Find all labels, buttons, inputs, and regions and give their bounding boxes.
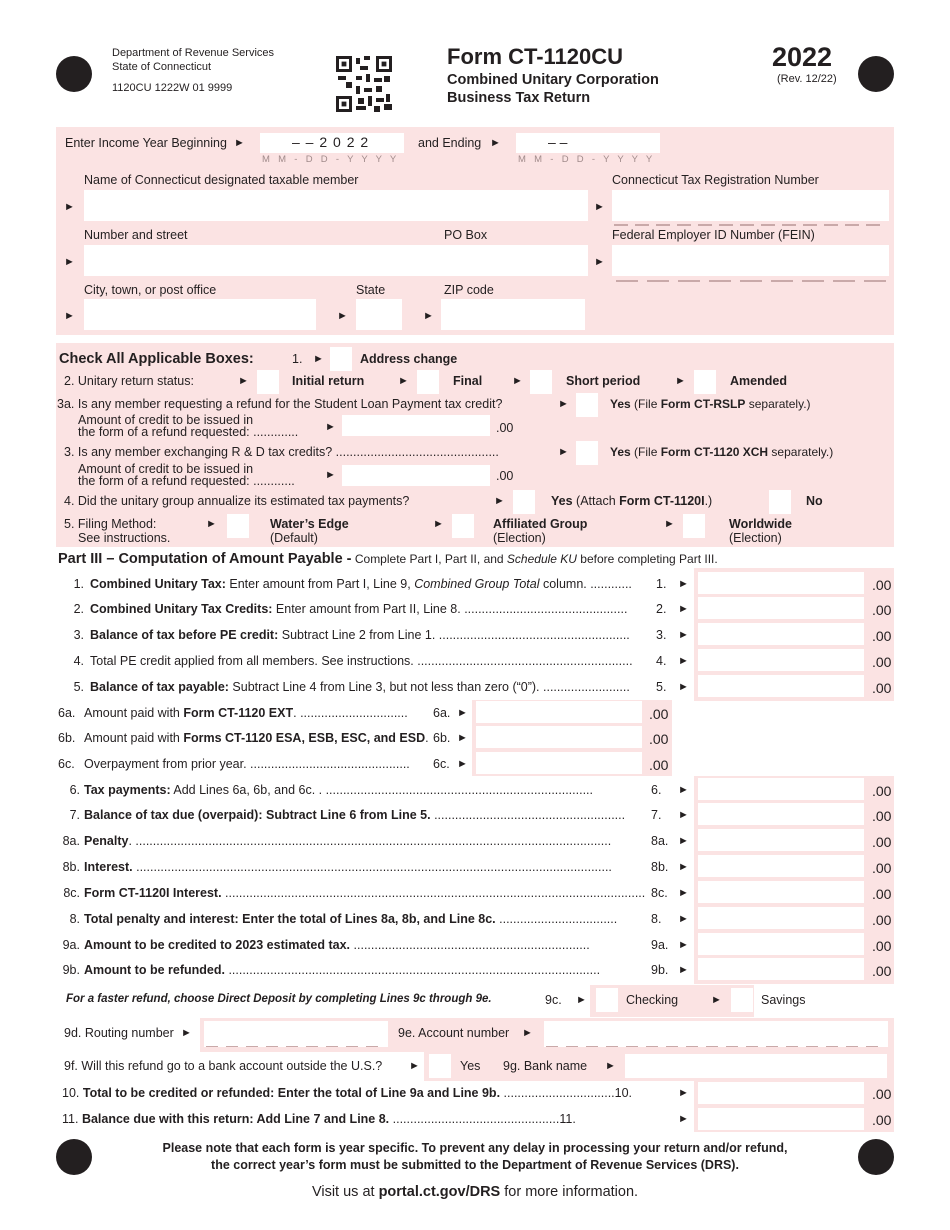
line-ref: 4. xyxy=(656,654,667,668)
income-year-label: Enter Income Year Beginning xyxy=(65,136,227,150)
arrow-right-icon: ► xyxy=(457,758,468,770)
line3a-question: 3a. Is any member requesting a refund for the Student Loan Payment tax credit? xyxy=(57,397,503,411)
arrow-right-icon: ► xyxy=(522,1027,533,1039)
arrow-right-icon: ► xyxy=(313,353,324,365)
begin-date-hint: M M - D D - Y Y Y Y xyxy=(262,154,399,165)
savings-checkbox[interactable] xyxy=(731,988,753,1012)
amount-cents: .00 xyxy=(649,757,669,773)
xch-amount-label-1: Amount of credit to be issued in xyxy=(78,462,254,476)
amount-cents: .00 xyxy=(649,706,669,722)
arrow-right-icon: ► xyxy=(181,1027,192,1039)
line-num: 1. xyxy=(73,577,84,591)
line-desc: Enter amount from Part I, Line 9, xyxy=(225,577,415,591)
affiliated-group-checkbox[interactable] xyxy=(452,514,474,538)
line-desc: ......................................................................................................................... xyxy=(221,886,646,900)
line3-question: 3. Is any member exchanging R & D tax credits? ............................................... xyxy=(64,445,499,459)
line-ref: 2. xyxy=(656,602,667,616)
line-num: 6a. xyxy=(58,706,76,720)
line-text xyxy=(62,602,670,616)
line-text xyxy=(62,628,670,642)
line11-cents: .00 xyxy=(872,1112,892,1128)
annualize-yes-label: Yes (Attach Form CT-1120I.) xyxy=(551,494,713,508)
line-bold: Form CT-1120I Interest. xyxy=(84,886,222,900)
amount-input[interactable] xyxy=(698,572,864,594)
line-desc: . ......................................................................................................................................... xyxy=(128,834,612,848)
amount-cents: .00 xyxy=(872,938,892,954)
line-desc: ....................................................... xyxy=(430,808,626,822)
line-ref: 5. xyxy=(656,680,667,694)
line9c-num: 9c. xyxy=(545,993,562,1007)
line-bold: Interest. xyxy=(84,860,133,874)
pobox-label: PO Box xyxy=(444,228,488,242)
arrow-right-icon: ► xyxy=(238,375,249,387)
amount-cents: .00 xyxy=(872,628,892,644)
amount-cents: .00 xyxy=(872,912,892,928)
arrow-right-icon: ► xyxy=(678,655,689,667)
amount-input[interactable] xyxy=(698,623,864,645)
bank-name-label: 9g. Bank name xyxy=(503,1059,588,1073)
arrow-right-icon: ► xyxy=(605,1060,616,1072)
line-num: 9b. xyxy=(62,963,80,977)
arrow-right-icon: ► xyxy=(423,310,434,322)
arrow-right-icon: ► xyxy=(64,310,75,322)
amount-cents: .00 xyxy=(872,860,892,876)
line-ref: 8a. xyxy=(651,834,669,848)
line-ref: 1. xyxy=(656,577,667,591)
tax-reg-input[interactable] xyxy=(612,190,889,221)
street-input[interactable] xyxy=(84,245,588,276)
line-text xyxy=(58,757,448,771)
arrow-right-icon: ► xyxy=(678,1113,689,1125)
arrow-right-icon: ► xyxy=(678,1087,689,1099)
annualize-no-label: No xyxy=(806,494,823,508)
initial-return-checkbox[interactable] xyxy=(257,370,279,394)
amount-cents: .00 xyxy=(872,808,892,824)
rslp-amount-label-1: Amount of credit to be issued in xyxy=(78,413,254,427)
xch-yes-checkbox[interactable] xyxy=(576,441,598,465)
worldwide-label: Worldwide xyxy=(729,517,792,531)
line-text xyxy=(56,783,650,797)
arrow-right-icon: ► xyxy=(678,681,689,693)
arrow-right-icon: ► xyxy=(457,732,468,744)
footer-note-1: Please note that each form is year specific. To prevent any delay in processing your return and/or refund, xyxy=(162,1141,788,1155)
affiliated-group-label: Affiliated Group xyxy=(493,517,588,531)
arrow-right-icon: ► xyxy=(678,887,689,899)
checking-checkbox[interactable] xyxy=(596,988,618,1012)
line-desc: ........................................................................................................... xyxy=(224,963,601,977)
amount-cents: .00 xyxy=(872,680,892,696)
line-bold: Tax payments: xyxy=(84,783,171,797)
arrow-right-icon: ► xyxy=(558,446,569,458)
arrow-right-icon: ► xyxy=(678,629,689,641)
arrow-right-icon: ► xyxy=(678,809,689,821)
line-bold: Combined Unitary Tax Credits: xyxy=(90,602,273,616)
short-period-checkbox[interactable] xyxy=(530,370,552,394)
amount-input[interactable] xyxy=(698,881,864,903)
end-date-value: – – xyxy=(548,134,568,150)
line-desc: Add Lines 6a, 6b, and 6c. . ............................................................................. xyxy=(170,783,593,797)
tax-reg-label: Connecticut Tax Registration Number xyxy=(612,173,819,187)
line-text xyxy=(56,912,650,926)
line-desc: ......................................................................................................................................... xyxy=(132,860,612,874)
waters-edge-checkbox[interactable] xyxy=(227,514,249,538)
line-post: . xyxy=(425,731,429,745)
amount-input[interactable] xyxy=(698,803,864,825)
line-bold: Forms CT-1120 ESA, ESB, ESC, and ESD xyxy=(183,731,426,745)
qr-code-icon xyxy=(336,56,392,112)
arrow-right-icon: ► xyxy=(64,256,75,268)
line-desc: Total PE credit applied from all members. See instructions. .............................................................. xyxy=(90,654,633,668)
account-label: 9e. Account number xyxy=(398,1026,510,1040)
arrow-right-icon: ► xyxy=(494,495,505,507)
short-period-label: Short period xyxy=(566,374,641,388)
line-num: 9a. xyxy=(62,938,80,952)
form-subtitle-2: Business Tax Return xyxy=(447,90,591,106)
line-text xyxy=(62,680,670,694)
line-bold: Amount to be credited to 2023 estimated tax. xyxy=(84,938,351,952)
amount-input[interactable] xyxy=(698,829,864,851)
line-num: 6c. xyxy=(58,757,75,771)
arrow-right-icon: ► xyxy=(325,469,336,481)
zip-label: ZIP code xyxy=(444,283,494,297)
outside-us-yes-label: Yes xyxy=(460,1059,481,1073)
amount-input[interactable] xyxy=(698,933,864,955)
line-text xyxy=(58,706,451,720)
arrow-right-icon: ► xyxy=(678,835,689,847)
line-num: 7. xyxy=(69,808,80,822)
end-date-input[interactable] xyxy=(516,133,660,153)
line-text xyxy=(62,654,670,668)
address-change-checkbox[interactable] xyxy=(330,347,352,371)
line-text xyxy=(56,886,650,900)
arrow-right-icon: ► xyxy=(678,578,689,590)
line-num: 3. xyxy=(73,628,84,642)
tax-reg-digit-guides xyxy=(614,224,886,226)
arrow-right-icon: ► xyxy=(594,201,605,213)
street-label: Number and street xyxy=(84,228,188,242)
amount-input[interactable] xyxy=(698,649,864,671)
arrow-right-icon: ► xyxy=(512,375,523,387)
line-bold: Combined Unitary Tax: xyxy=(90,577,226,591)
address-change-label: Address change xyxy=(360,352,458,366)
arrow-right-icon: ► xyxy=(234,137,245,149)
unitary-status-label: 2. Unitary return status: xyxy=(64,374,194,388)
xch-yes-label: Yes (File Form CT-1120 XCH separately.) xyxy=(610,445,834,459)
line-bold: Amount to be refunded. xyxy=(84,963,225,977)
affiliated-election: (Election) xyxy=(493,531,546,545)
arrow-right-icon: ► xyxy=(64,201,75,213)
amount-input[interactable] xyxy=(698,907,864,929)
line-ref: 9a. xyxy=(651,938,669,952)
amount-input[interactable] xyxy=(698,855,864,877)
line-ref: 8b. xyxy=(651,860,669,874)
amount-input[interactable] xyxy=(476,701,642,723)
line-num: 5. xyxy=(73,680,84,694)
amount-cents: .00 xyxy=(649,731,669,747)
direct-deposit-note: For a faster refund, choose Direct Deposit by completing Lines 9c through 9e. xyxy=(66,993,492,1005)
routing-label: 9d. Routing number xyxy=(64,1026,174,1040)
filing-method-see: See instructions. xyxy=(78,531,171,545)
footer-note-2: the correct year’s form must be submitted to the Department of Revenue Services (DRS). xyxy=(211,1158,739,1172)
line-ref: 8c. xyxy=(651,886,668,900)
begin-date-value: – – 2 0 2 2 xyxy=(292,134,370,150)
line-ref: 9b. xyxy=(651,963,669,977)
arrow-right-icon: ► xyxy=(576,994,587,1006)
fein-label: Federal Employer ID Number (FEIN) xyxy=(612,228,815,242)
worldwide-checkbox[interactable] xyxy=(683,514,705,538)
line-bold: Form CT-1120 EXT xyxy=(183,706,294,720)
waters-edge-label: Water’s Edge xyxy=(270,517,349,531)
zip-input[interactable] xyxy=(441,299,585,330)
annualize-no-checkbox[interactable] xyxy=(769,490,791,514)
arrow-right-icon: ► xyxy=(678,603,689,615)
line-num: 4. xyxy=(73,654,84,668)
line-bold: Total penalty and interest: Enter the total of Lines 8a, 8b, and Line 8c. xyxy=(84,912,496,926)
arrow-right-icon: ► xyxy=(678,964,689,976)
line-pre: Amount paid with xyxy=(84,706,184,720)
arrow-right-icon: ► xyxy=(711,994,722,1006)
line-ref: 6c. xyxy=(433,757,450,771)
routing-number-input[interactable] xyxy=(204,1021,388,1047)
line-ref: 6b. xyxy=(433,731,451,745)
arrow-right-icon: ► xyxy=(558,398,569,410)
amount-cents: .00 xyxy=(872,654,892,670)
line-num: 8b. xyxy=(62,860,80,874)
amount-input[interactable] xyxy=(698,958,864,980)
line-num: 6. xyxy=(69,783,80,797)
arrow-right-icon: ► xyxy=(678,939,689,951)
amount-cents: .00 xyxy=(872,602,892,618)
line-num: 2. xyxy=(73,602,84,616)
amount-input[interactable] xyxy=(698,675,864,697)
form-code: 1120CU 1222W 01 9999 xyxy=(112,82,233,94)
line-text xyxy=(58,731,451,745)
savings-label: Savings xyxy=(761,993,806,1007)
arrow-right-icon: ► xyxy=(409,1060,420,1072)
amount-input[interactable] xyxy=(476,726,642,748)
xch-amount-input[interactable] xyxy=(342,465,490,486)
tax-year: 2022 xyxy=(772,42,833,72)
line-ref: 6a. xyxy=(433,706,451,720)
part3-heading: Part III – Computation of Amount Payable - Complete Part I, Part II, and Schedule KU before completing Part III. xyxy=(58,551,718,567)
arrow-right-icon: ► xyxy=(678,913,689,925)
filing-method-label: 5. Filing Method: xyxy=(64,517,157,531)
arrow-right-icon: ► xyxy=(678,861,689,873)
xch-amount-label-2: the form of a refund requested: ............ xyxy=(78,474,295,488)
amount-cents: .00 xyxy=(872,577,892,593)
arrow-right-icon: ► xyxy=(433,518,444,530)
line-bold: Balance of tax due (overpaid): Subtract Line 6 from Line 5. xyxy=(84,808,431,822)
amended-label: Amended xyxy=(730,374,787,388)
member-name-input[interactable] xyxy=(84,190,588,221)
line10-text: 10. Total to be credited or refunded: Enter the total of Line 9a and Line 9b. ................................10. xyxy=(62,1086,633,1100)
line-pre: Overpayment from prior year. .............................................. xyxy=(84,757,410,771)
line-ref: 8. xyxy=(651,912,662,926)
registration-dot-icon xyxy=(56,56,92,92)
arrow-right-icon: ► xyxy=(490,137,501,149)
line-pre: Amount paid with xyxy=(84,731,184,745)
arrow-right-icon: ► xyxy=(664,518,675,530)
line-desc: .................................................................... xyxy=(350,938,590,952)
line-desc: Subtract Line 4 from Line 3, but not less than zero (“0”). ......................... xyxy=(228,680,630,694)
footer-visit: Visit us at portal.ct.gov/DRS for more information. xyxy=(311,1184,639,1200)
dept-name: Department of Revenue Services xyxy=(112,47,275,59)
outside-us-yes-checkbox[interactable] xyxy=(429,1054,451,1078)
state-name: State of Connecticut xyxy=(112,61,212,73)
rslp-amount-input[interactable] xyxy=(342,415,490,436)
line-ref: 6. xyxy=(651,783,662,797)
checking-label: Checking xyxy=(626,993,679,1007)
line-desc-2: column. ............ xyxy=(539,577,632,591)
line-text xyxy=(62,577,670,591)
amount-cents: .00 xyxy=(872,834,892,850)
line11-input[interactable] xyxy=(698,1108,864,1130)
amount-input[interactable] xyxy=(476,752,642,774)
arrow-right-icon: ► xyxy=(675,375,686,387)
line-post: . ............................... xyxy=(293,706,408,720)
amount-cents: .00 xyxy=(872,963,892,979)
account-digit-guides xyxy=(546,1046,886,1047)
amount-input[interactable] xyxy=(698,597,864,619)
portal-link[interactable]: portal.ct.gov/DRS xyxy=(378,1184,501,1200)
arrow-right-icon: ► xyxy=(594,256,605,268)
final-checkbox[interactable] xyxy=(417,370,439,394)
rslp-amount-label-2: the form of a refund requested: ............. xyxy=(78,425,299,439)
bank-name-input[interactable] xyxy=(625,1054,887,1078)
line-num: 6b. xyxy=(58,731,76,745)
amended-checkbox[interactable] xyxy=(694,370,716,394)
line-bold: Balance of tax before PE credit: xyxy=(90,628,279,642)
waters-edge-default: (Default) xyxy=(270,531,318,545)
line-bold: Balance of tax payable: xyxy=(90,680,229,694)
line-desc: Enter amount from Part II, Line 8. ............................................... xyxy=(272,602,628,616)
ending-label: and Ending xyxy=(418,136,482,150)
city-input[interactable] xyxy=(84,299,316,330)
arrow-right-icon: ► xyxy=(337,310,348,322)
line-italic: Combined Group Total xyxy=(414,577,540,591)
registration-dot-icon xyxy=(858,56,894,92)
fein-digit-guides xyxy=(616,280,886,282)
fein-input[interactable] xyxy=(612,245,889,276)
state-label: State xyxy=(356,283,386,297)
line-text xyxy=(56,963,650,977)
account-number-input[interactable] xyxy=(544,1021,888,1047)
amount-cents: .00 xyxy=(872,783,892,799)
line-ref: 7. xyxy=(651,808,662,822)
line-desc: Subtract Line 2 from Line 1. ....................................................... xyxy=(278,628,630,642)
arrow-right-icon: ► xyxy=(398,375,409,387)
arrow-right-icon: ► xyxy=(325,421,336,433)
amount-input[interactable] xyxy=(698,778,864,800)
check-heading: Check All Applicable Boxes: xyxy=(59,351,254,367)
worldwide-election: (Election) xyxy=(729,531,782,545)
arrow-right-icon: ► xyxy=(206,518,217,530)
line-text xyxy=(56,938,650,952)
line-ref: 3. xyxy=(656,628,667,642)
final-label: Final xyxy=(453,374,483,388)
line-text xyxy=(56,834,650,848)
line-num: 8a. xyxy=(62,834,80,848)
arrow-right-icon: ► xyxy=(457,707,468,719)
name-label: Name of Connecticut designated taxable member xyxy=(84,173,359,187)
state-input[interactable] xyxy=(356,299,402,330)
line10-cents: .00 xyxy=(872,1086,892,1102)
line-desc: .................................. xyxy=(495,912,618,926)
end-date-hint: M M - D D - Y Y Y Y xyxy=(518,154,655,165)
revision: (Rev. 12/22) xyxy=(777,73,837,85)
rslp-yes-checkbox[interactable] xyxy=(576,393,598,417)
annualize-yes-checkbox[interactable] xyxy=(513,490,535,514)
rslp-yes-label: Yes (File Form CT-RSLP separately.) xyxy=(610,397,811,411)
line-text xyxy=(56,808,650,822)
routing-digit-guides xyxy=(206,1046,386,1047)
arrow-right-icon: ► xyxy=(678,784,689,796)
form-title: Form CT-1120CU xyxy=(447,44,624,69)
city-label: City, town, or post office xyxy=(84,283,217,297)
line4-question: 4. Did the unitary group annualize its estimated tax payments? xyxy=(64,494,410,508)
line1-num: 1. xyxy=(292,352,303,366)
line-bold: Penalty xyxy=(84,834,129,848)
line-text xyxy=(56,860,650,874)
form-subtitle-1: Combined Unitary Corporation xyxy=(447,72,659,88)
line10-input[interactable] xyxy=(698,1082,864,1104)
line-num: 8c. xyxy=(63,886,80,900)
xch-cents: .00 xyxy=(496,469,514,483)
line11-text: 11. Balance due with this return: Add Line 7 and Line 8. ................................................11. xyxy=(62,1112,576,1126)
amount-cents: .00 xyxy=(872,886,892,902)
line-num: 8. xyxy=(69,912,80,926)
rslp-cents: .00 xyxy=(496,421,514,435)
initial-return-label: Initial return xyxy=(292,374,365,388)
outside-us-question: 9f. Will this refund go to a bank account outside the U.S.? xyxy=(64,1059,383,1073)
